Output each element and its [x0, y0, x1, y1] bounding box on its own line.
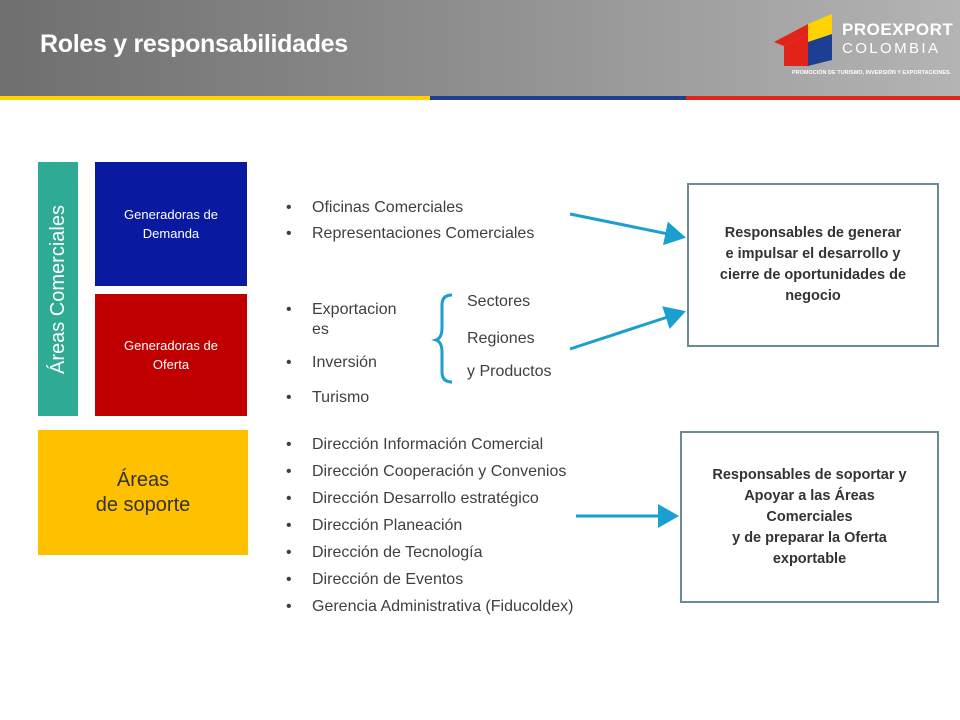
resp-com-line: negocio — [785, 288, 841, 304]
list-item: • Exportacion — [286, 301, 397, 318]
logo-tagline: PROMOCIÓN DE TURISMO, INVERSIÓN Y EXPORTACIONES. — [792, 70, 952, 76]
brace-item-productos: y Productos — [467, 363, 552, 380]
areas-comerciales-label: Áreas Comerciales — [46, 204, 69, 374]
list-item: • Gerencia Administrativa (Fiducoldex) — [286, 598, 574, 615]
resp-com-line: e impulsar el desarrollo y — [725, 246, 901, 262]
list-item-continuation: es — [312, 321, 329, 338]
gen-oferta-line2: Oferta — [152, 357, 190, 372]
list-item: • Inversión — [286, 354, 377, 371]
list-item: • Dirección Información Comercial — [286, 436, 544, 453]
resp-com-line: cierre de oportunidades de — [719, 267, 907, 283]
arrow-oferta — [570, 312, 683, 349]
list-item: • Representaciones Comerciales — [286, 225, 535, 242]
resp-sop-line: exportable — [772, 550, 847, 567]
list-item: • Dirección Desarrollo estratégico — [286, 490, 539, 507]
resp-com-line: Responsables de generar — [724, 225, 902, 241]
list-item: • Dirección de Eventos — [286, 571, 464, 588]
gen-demanda-line2: Demanda — [142, 226, 200, 241]
list-item: • Dirección Cooperación y Convenios — [286, 463, 567, 480]
logo-colombia-text: COLOMBIA — [842, 40, 941, 57]
resp-sop-line: Responsables de soportar y — [712, 466, 907, 483]
list-item: • Dirección Planeación — [286, 517, 463, 534]
list-item: • Oficinas Comerciales — [286, 199, 464, 216]
page-title: Roles y responsabilidades — [40, 30, 348, 58]
list-item: • Turismo — [286, 389, 370, 406]
areas-soporte-line2: de soporte — [95, 493, 191, 516]
brace-item-sectores: Sectores — [467, 293, 531, 310]
arrow-demanda — [570, 214, 683, 237]
brace-item-regiones: Regiones — [467, 330, 535, 347]
curly-brace — [436, 295, 452, 382]
areas-soporte-line1: Áreas — [116, 468, 170, 491]
gen-demanda-line1: Generadoras de — [124, 207, 218, 222]
resp-sop-line: y de preparar la Oferta — [732, 529, 887, 546]
resp-sop-line: Comerciales — [766, 508, 853, 525]
gen-oferta-line1: Generadoras de — [124, 338, 218, 353]
resp-sop-line: Apoyar a las Áreas — [744, 487, 875, 504]
logo-proexport-text: PROEXPORT — [842, 20, 954, 39]
list-item: • Dirección de Tecnología — [286, 544, 483, 561]
